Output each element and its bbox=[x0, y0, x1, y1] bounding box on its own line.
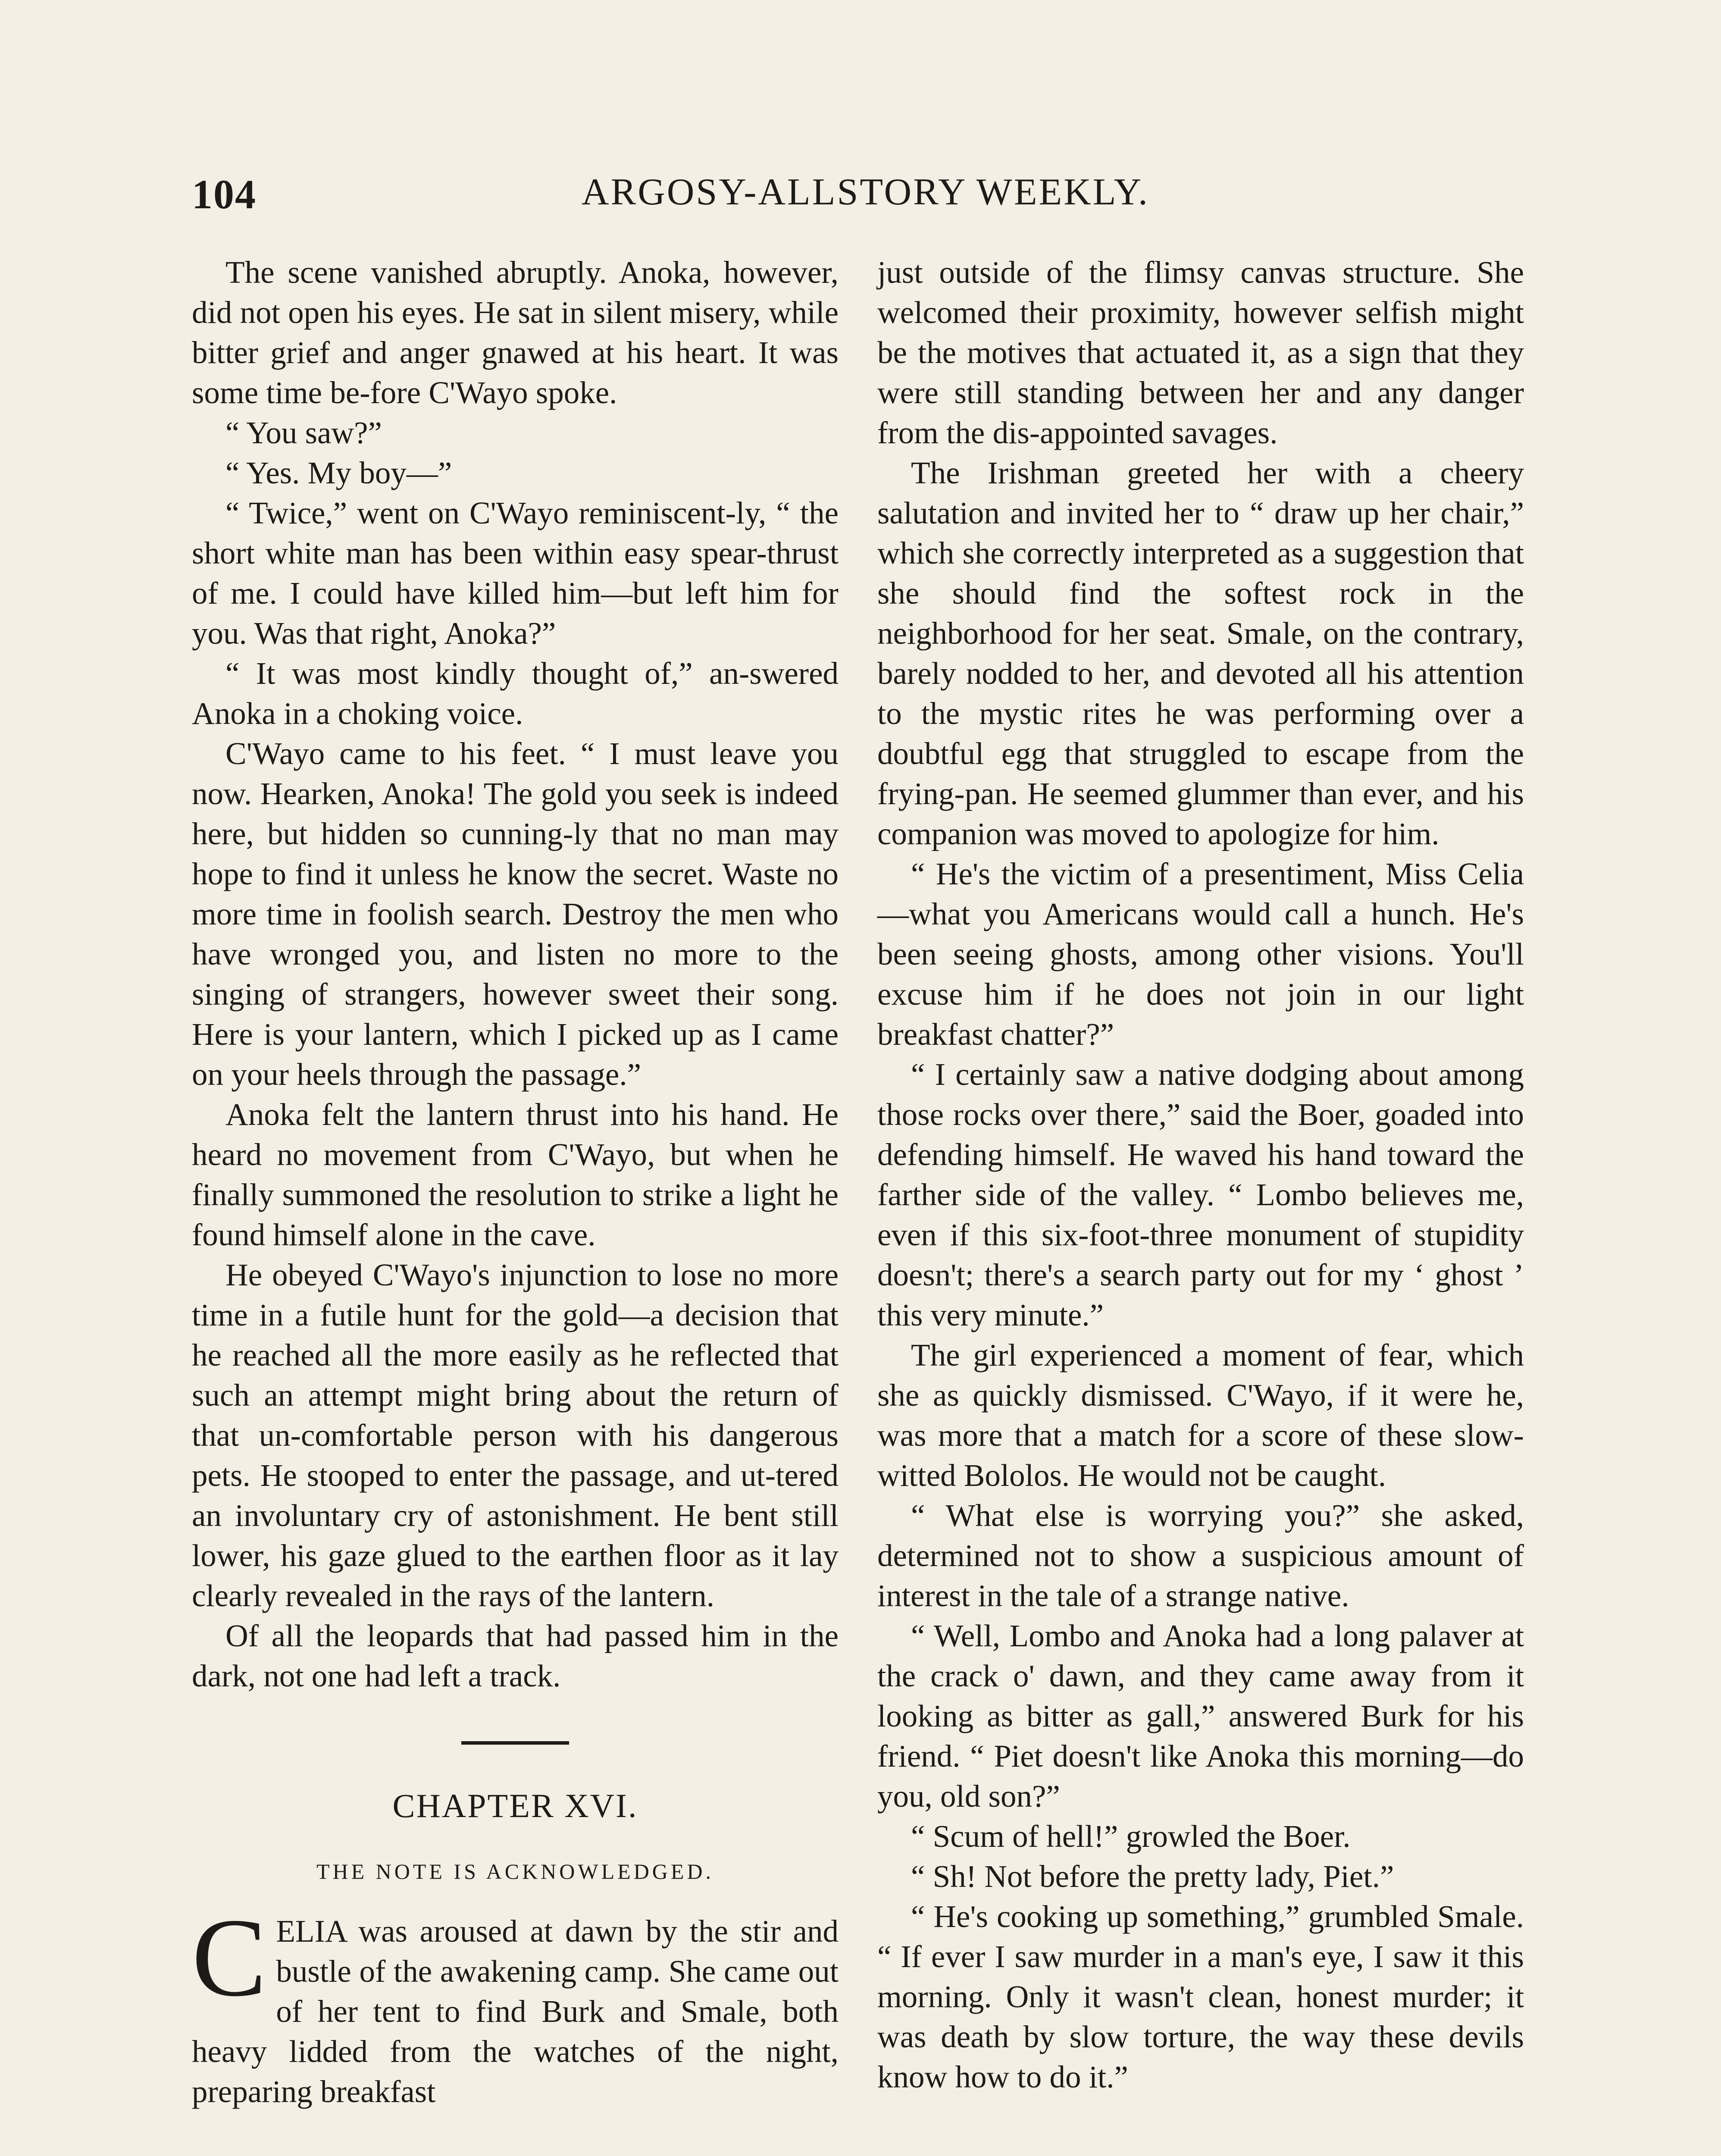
paragraph: Anoka felt the lantern thrust into his hand. He heard no movement from C'Wayo, but when he finally summoned the resolution to strike a light he found himself alone in the cave. bbox=[192, 1097, 839, 1252]
left-paragraphs bbox=[192, 252, 839, 1696]
paragraph: He obeyed C'Wayo's injunction to lose no more time in a futile hunt for the gold—a decision that he reached all the more easily as he reflected that such an attempt might bring about the return of that un-comfortable person with his dangerous pets. He stooped to enter the passage, and ut-tered an involuntary cry of astonishment. He bent still lower, his gaze glued to the earthen floor as it lay clearly revealed in the rays of the lantern. bbox=[192, 1257, 839, 1613]
chapter-title: CHAPTER XVI. bbox=[392, 1787, 638, 1824]
paragraph: C'Wayo came to his feet. “ I must leave you now. Hearken, Anoka! The gold you seek is indeed here, but hidden so cunning-ly that no man may hope to find it unless he know the secret. Waste no more time in foolish search. Destroy the men who have wronged you, and listen no more to the singing of strangers, however sweet their song. Here is your lantern, which I picked up as I came on your heels through the passage.” bbox=[192, 736, 839, 1092]
paragraph: Of all the leopards that had passed him in the dark, not one had left a track. bbox=[192, 1618, 839, 1693]
running-title: ARGOSY-ALLSTORY WEEKLY. bbox=[582, 171, 1149, 213]
chapter-opening-text: ELIA was aroused at dawn by the stir and bustle of the awakening camp. She came out of her tent to find Burk and Smale, both heavy lidded from the watches of the night, preparing breakfast bbox=[192, 1914, 839, 2109]
paragraph: The scene vanished abruptly. Anoka, however, did not open his eyes. He sat in silent misery, while bitter grief and anger gnawed at his heart. It was some time be-fore C'Wayo spoke. bbox=[192, 255, 839, 410]
paragraph: “ You saw?” bbox=[225, 415, 382, 450]
right-paragraphs bbox=[877, 252, 1524, 2097]
chapter-opening-paragraph bbox=[192, 1896, 839, 2112]
right-column bbox=[877, 252, 1524, 2097]
paragraph: “ He's cooking up something,” grumbled Smale. “ If ever I saw murder in a man's eye, I saw it this morning. Only it wasn't clean, honest murder; it was death by slow torture, the way these devils know how to do it.” bbox=[877, 1899, 1524, 2094]
paragraph: “ Scum of hell!” growled the Boer. bbox=[911, 1819, 1351, 1854]
page-number: 104 bbox=[192, 171, 257, 217]
page-header bbox=[192, 170, 1539, 231]
paragraph: “ Well, Lombo and Anoka had a long palaver at the crack o' dawn, and they came away from it looking as bitter as gall,” answered Burk for his friend. “ Piet doesn't like Anoka this morning—do you, old son?” bbox=[877, 1618, 1524, 1814]
paragraph: “ Twice,” went on C'Wayo reminiscent-ly, “ the short white man has been within easy spear-thrust of me. I could have killed him—but left him for you. Was that right, Anoka?” bbox=[192, 495, 839, 651]
paragraph: “ Sh! Not before the pretty lady, Piet.” bbox=[911, 1859, 1394, 1894]
paragraph: “ What else is worrying you?” she asked, determined not to show a suspicious amount of interest in the tale of a strange native. bbox=[877, 1498, 1524, 1613]
chapter-subtitle: THE NOTE IS ACKNOWLEDGED. bbox=[316, 1859, 714, 1883]
paragraph: “ It was most kindly thought of,” an-swered Anoka in a choking voice. bbox=[192, 656, 839, 731]
drop-cap: C bbox=[192, 1896, 267, 2020]
paragraph: “ I certainly saw a native dodging about among those rocks over there,” said the Boer, goaded into defending himself. He waved his hand toward the farther side of the valley. “ Lombo believes me, even if this six-foot-three monument of stupidity doesn't; there's a search party out for my ‘ ghost ’ this very minute.” bbox=[877, 1057, 1524, 1332]
paragraph: just outside of the flimsy canvas structure. She welcomed their proximity, however selfish might be the motives that actuated it, as a sign that they were still standing between her and any danger from the dis-appointed savages. bbox=[877, 255, 1524, 450]
paragraph: “ Yes. My boy—” bbox=[225, 455, 452, 490]
paragraph: The Irishman greeted her with a cheery salutation and invited her to “ draw up her chair,” which she correctly interpreted as a suggestion that she should find the softest rock in the neighborhood for her seat. Smale, on the contrary, barely nodded to her, and devoted all his attention to the mystic rites he was performing over a doubtful egg that struggled to escape from the frying-pan. He seemed glummer than ever, and his companion was moved to apologize for him. bbox=[877, 455, 1524, 851]
left-column bbox=[192, 252, 839, 2112]
paragraph: “ He's the victim of a presentiment, Miss Celia—what you Americans would call a hunch. He's been seeing ghosts, among other visions. You'll excuse him if he does not join in our light breakfast chatter?” bbox=[877, 856, 1524, 1052]
paragraph: The girl experienced a moment of fear, which she as quickly dismissed. C'Wayo, if it were he, was more that a match for a score of these slow-witted Bololos. He would not be caught. bbox=[877, 1338, 1524, 1493]
chapter-divider-rule bbox=[461, 1741, 569, 1745]
